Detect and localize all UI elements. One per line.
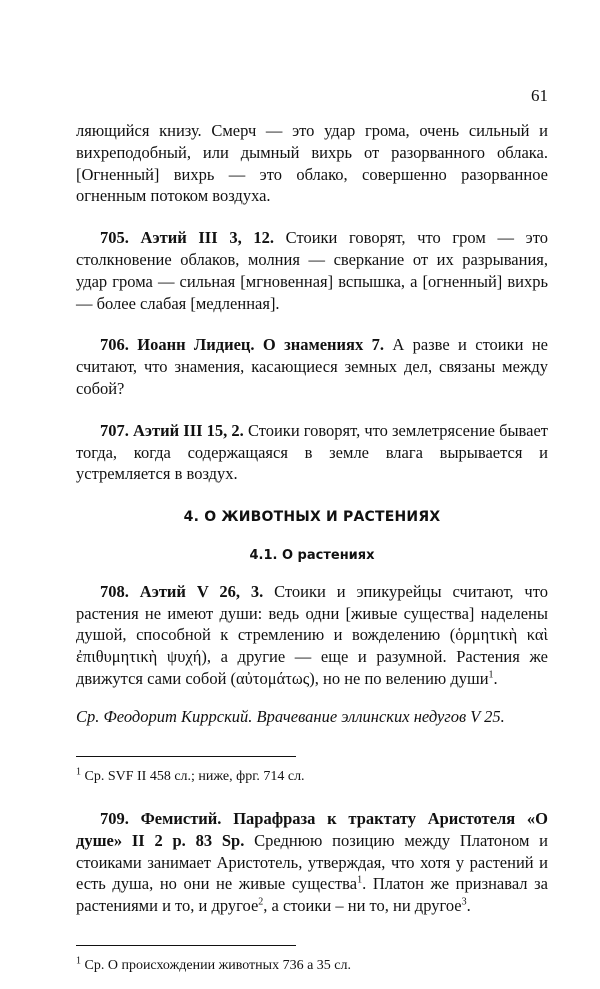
section-heading: 4. О ЖИВОТНЫХ И РАСТЕНИЯХ — [183, 509, 441, 526]
footnote-divider — [76, 945, 296, 946]
footnote-1 — [76, 767, 548, 786]
entry-709-text-a: Среднюю позицию между Платоном и стоиками занимает Аристотель, утверждая, что хотя у растений и есть душа, но они не живые существа — [76, 830, 548, 894]
entry-706-head: 706. Иоанн Лидиец. О знамениях 7. — [100, 335, 384, 355]
footnote-marker: 1 — [357, 874, 363, 886]
footnote-marker: 3 — [461, 896, 467, 908]
continuation-paragraph: ляющийся книзу. Смерч — это удар грома, очень сильный и вихреподобный, или дымный вихрь от разорванного облака. [Огненный] вихрь — это облако, совершенно разорванное огненным потоком воздуха. — [76, 121, 548, 206]
entry-708-reference: Ср. Феодорит Киррский. Врачевание эллинских недугов V 25. — [76, 707, 505, 727]
entry-708-text: Стоики и эпикурейцы считают, что растения не имеют души: ведь одни [живые существа] наделены душой, способной к стремлению и вожделению (ὁρμητικὴ καὶ ἐπιθυμητικὴ ψυχή), а другие — еще и разумной. Растения же движутся сами собой (αὐτομάτως), но не по велению души — [76, 581, 548, 688]
entry-706-text: А разве и стоики не считают, что знамения, касающиеся земных дел, связаны между собой? — [76, 335, 548, 398]
entry-708 — [76, 581, 548, 690]
entry-708-head: 708. Аэтий V 26, 3. — [100, 581, 264, 601]
footnote-divider — [76, 756, 296, 757]
entry-705-text: Стоики говорят, что гром — это столкновение облаков, молния — сверкание от их разрывания, удар грома — сильная [мгновенная] вспышка, а [огненный] вихрь — более слабая [медленная]. — [76, 228, 548, 313]
entry-705-head: 705. Аэтий III 3, 12. — [100, 228, 274, 248]
footnote-marker: 2 — [258, 896, 264, 908]
footnote-number: 1 — [76, 766, 81, 778]
entry-705 — [76, 227, 548, 314]
entry-709-text-b: . Платон же признавал за растениями и то, и другое — [76, 874, 548, 916]
page-number: 61 — [531, 86, 548, 105]
entry-709-text-d: . — [466, 896, 471, 916]
footnote-text: Ср. SVF II 458 сл.; ниже, фрг. 714 сл. — [81, 769, 305, 785]
footnote-text: Ср. О происхождении животных 736 а 35 сл. — [81, 958, 351, 974]
entry-707-text: Стоики говорят, что землетрясение бывает тогда, когда содержащаяся в земле влага вырывается и устремляется в воздух. — [76, 420, 548, 484]
entry-709-head: 709. Фемистий. Парафраза к трактату Аристотеля «О душе» II 2 p. 83 Sp. — [76, 809, 548, 850]
footnote-marker: 1 — [488, 669, 494, 681]
entry-708-end: . — [493, 668, 498, 688]
entry-709 — [76, 808, 548, 917]
entry-706 — [76, 334, 548, 399]
entry-709-text-c: , а стоики – ни то, ни другое — [263, 896, 462, 916]
entry-707 — [76, 420, 548, 485]
footnote-number: 1 — [76, 955, 81, 967]
footnote-2 — [76, 956, 548, 975]
entry-707-head: 707. Аэтий III 15, 2. — [100, 420, 244, 440]
page-body — [76, 120, 548, 989]
subsection-heading: 4.1. О растениях — [249, 547, 375, 563]
